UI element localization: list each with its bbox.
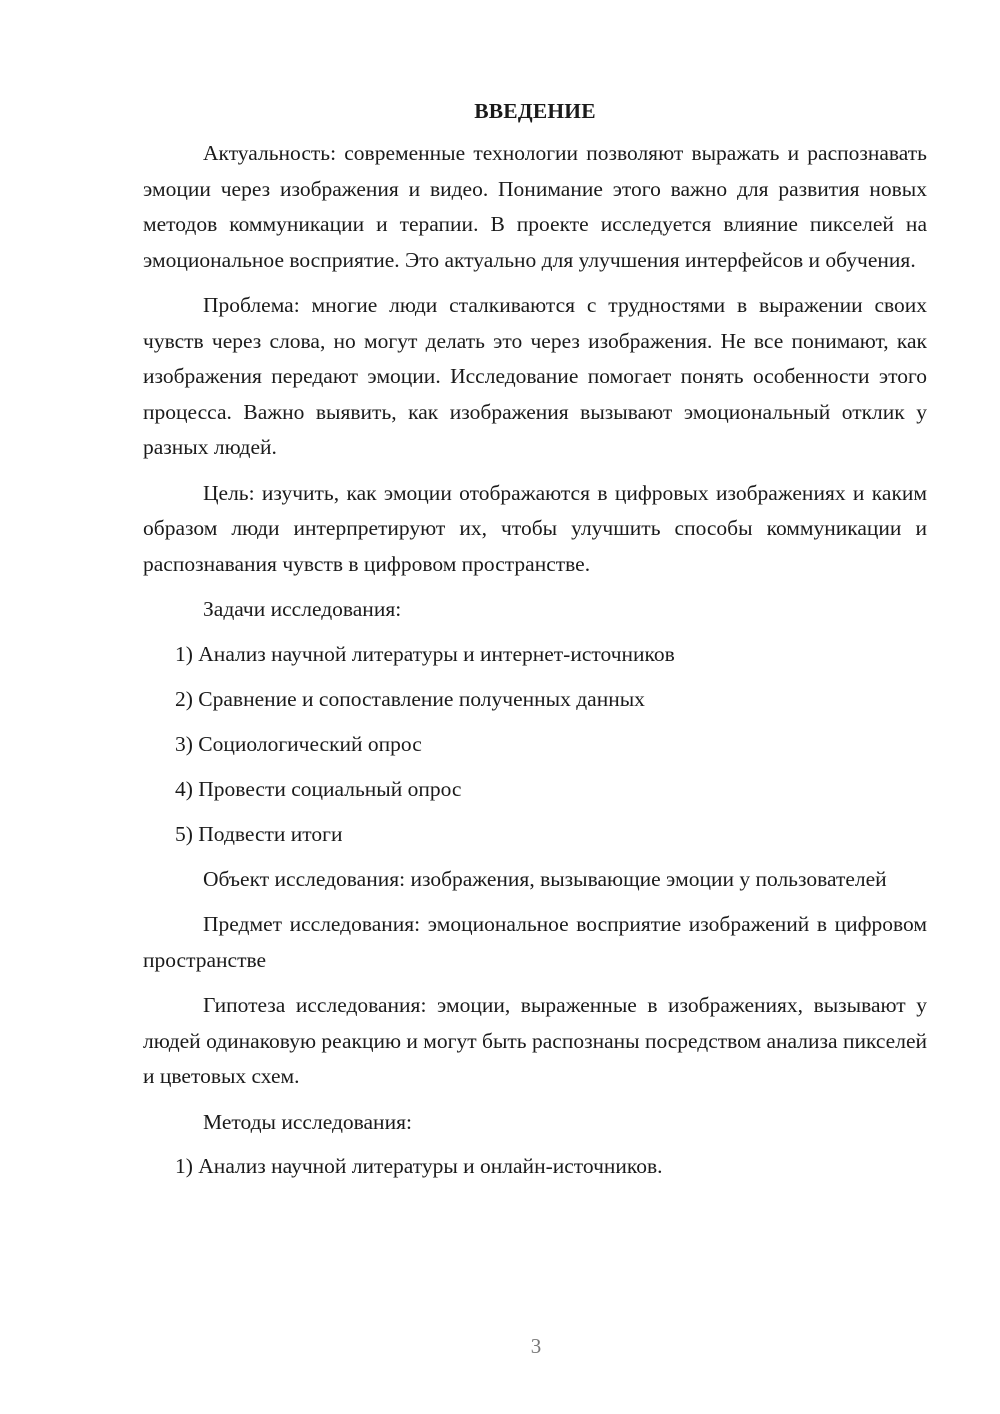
paragraph-problem: Проблема: многие люди сталкиваются с трудностями в выражении своих чувств через слова, но могут делать это через изображения. Не все понимают, как изображения передают эмоции. Исследование помогает понять особенности этого процесса. Важно выявить, как изображения вызывают эмоциональный отклик у разных людей. [143, 293, 927, 459]
tasks-list [143, 637, 927, 853]
page-title: ВВЕДЕНИЕ [474, 99, 596, 123]
paragraph-relevance: Актуальность: современные технологии позволяют выражать и распознавать эмоции через изображения и видео. Понимание этого важно для развития новых методов коммуникации и терапии. В проекте исследуется влияние пикселей на эмоциональное восприятие. Это актуально для улучшения интерфейсов и обучения. [143, 141, 927, 272]
list-item: 5) Подвести итоги [175, 821, 343, 846]
methods-list [143, 1149, 927, 1185]
list-item: 2) Сравнение и сопоставление полученных данных [175, 686, 645, 711]
paragraph-hypothesis: Гипотеза исследования: эмоции, выраженные в изображениях, вызывают у людей одинаковую реакцию и могут быть распознаны посредством анализа пикселей и цветовых схем. [143, 993, 927, 1089]
document-page [143, 96, 927, 1195]
list-item: 4) Провести социальный опрос [175, 776, 462, 801]
methods-heading: Методы исследования: [203, 1109, 412, 1134]
tasks-heading: Задачи исследования: [203, 597, 402, 621]
paragraph-object: Объект исследования: изображения, вызывающие эмоции у пользователей [203, 866, 887, 891]
list-item: 3) Социологический опрос [175, 731, 422, 756]
list-item: 1) Анализ научной литературы и онлайн-источников. [175, 1154, 663, 1179]
paragraph-goal: Цель: изучить, как эмоции отображаются в цифровых изображениях и каким образом люди интерпретируют их, чтобы улучшить способы коммуникации и распознавания чувств в цифровом пространстве. [143, 480, 927, 576]
paragraph-subject: Предмет исследования: эмоциональное восприятие изображений в цифровом пространстве [143, 912, 927, 972]
page-number: 3 [530, 1334, 542, 1358]
list-item: 1) Анализ научной литературы и интернет-источников [175, 641, 675, 666]
